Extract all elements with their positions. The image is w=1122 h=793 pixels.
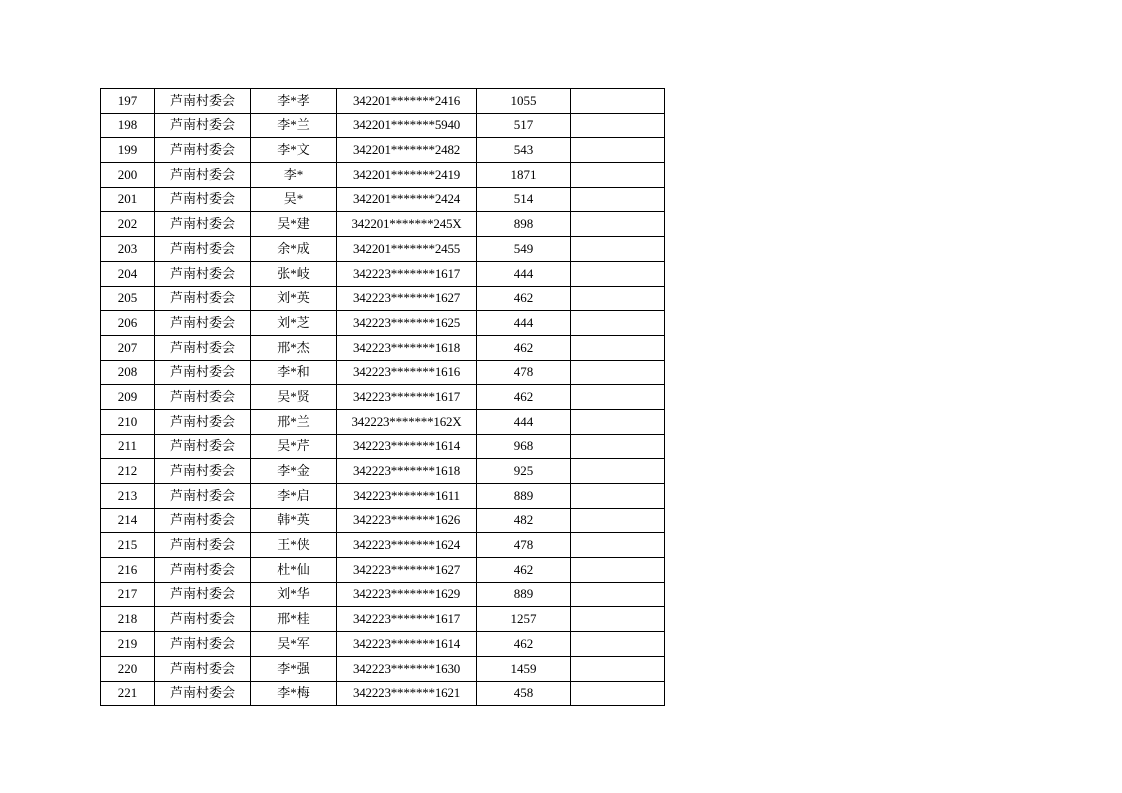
cell-amount: 1459 — [477, 656, 571, 681]
cell-amount: 889 — [477, 582, 571, 607]
table-row — [101, 558, 665, 583]
cell-name: 刘*芝 — [251, 311, 337, 336]
cell-blank — [571, 261, 665, 286]
table-row — [101, 187, 665, 212]
cell-blank — [571, 163, 665, 188]
cell-amount: 968 — [477, 434, 571, 459]
table-row — [101, 632, 665, 657]
cell-organization: 芦南村委会 — [155, 89, 251, 114]
cell-blank — [571, 632, 665, 657]
cell-amount: 1257 — [477, 607, 571, 632]
cell-amount: 898 — [477, 212, 571, 237]
table-row — [101, 89, 665, 114]
table-row — [101, 286, 665, 311]
cell-amount: 462 — [477, 335, 571, 360]
cell-organization: 芦南村委会 — [155, 385, 251, 410]
cell-index: 199 — [101, 138, 155, 163]
cell-organization: 芦南村委会 — [155, 434, 251, 459]
table-row — [101, 385, 665, 410]
cell-index: 200 — [101, 163, 155, 188]
cell-amount: 1055 — [477, 89, 571, 114]
cell-index: 210 — [101, 409, 155, 434]
cell-name: 韩*英 — [251, 508, 337, 533]
cell-blank — [571, 311, 665, 336]
cell-amount: 462 — [477, 286, 571, 311]
cell-id-number: 342223*******1616 — [337, 360, 477, 385]
cell-organization: 芦南村委会 — [155, 311, 251, 336]
cell-index: 212 — [101, 459, 155, 484]
table-container — [100, 88, 665, 706]
cell-organization: 芦南村委会 — [155, 163, 251, 188]
cell-index: 219 — [101, 632, 155, 657]
cell-name: 李*金 — [251, 459, 337, 484]
cell-amount: 549 — [477, 237, 571, 262]
cell-name: 刘*英 — [251, 286, 337, 311]
cell-id-number: 342223*******1617 — [337, 261, 477, 286]
table-row — [101, 434, 665, 459]
cell-name: 张*岐 — [251, 261, 337, 286]
cell-organization: 芦南村委会 — [155, 607, 251, 632]
cell-id-number: 342201*******2482 — [337, 138, 477, 163]
cell-index: 207 — [101, 335, 155, 360]
cell-organization: 芦南村委会 — [155, 237, 251, 262]
cell-id-number: 342201*******2419 — [337, 163, 477, 188]
table-row — [101, 360, 665, 385]
cell-id-number: 342223*******1624 — [337, 533, 477, 558]
cell-amount: 444 — [477, 311, 571, 336]
table-row — [101, 681, 665, 706]
cell-index: 215 — [101, 533, 155, 558]
cell-index: 201 — [101, 187, 155, 212]
cell-organization: 芦南村委会 — [155, 138, 251, 163]
cell-organization: 芦南村委会 — [155, 508, 251, 533]
cell-organization: 芦南村委会 — [155, 360, 251, 385]
table-row — [101, 163, 665, 188]
cell-organization: 芦南村委会 — [155, 409, 251, 434]
cell-index: 211 — [101, 434, 155, 459]
cell-organization: 芦南村委会 — [155, 335, 251, 360]
cell-blank — [571, 607, 665, 632]
table-row — [101, 261, 665, 286]
cell-index: 217 — [101, 582, 155, 607]
cell-id-number: 342223*******162X — [337, 409, 477, 434]
cell-organization: 芦南村委会 — [155, 632, 251, 657]
cell-index: 209 — [101, 385, 155, 410]
cell-name: 刘*华 — [251, 582, 337, 607]
cell-blank — [571, 385, 665, 410]
cell-index: 197 — [101, 89, 155, 114]
cell-amount: 514 — [477, 187, 571, 212]
cell-id-number: 342201*******245X — [337, 212, 477, 237]
cell-organization: 芦南村委会 — [155, 113, 251, 138]
cell-organization: 芦南村委会 — [155, 558, 251, 583]
cell-amount: 478 — [477, 533, 571, 558]
table-row — [101, 607, 665, 632]
cell-name: 李*启 — [251, 484, 337, 509]
cell-organization: 芦南村委会 — [155, 681, 251, 706]
cell-amount: 462 — [477, 632, 571, 657]
cell-amount: 482 — [477, 508, 571, 533]
cell-amount: 462 — [477, 558, 571, 583]
cell-blank — [571, 484, 665, 509]
cell-amount: 517 — [477, 113, 571, 138]
cell-blank — [571, 237, 665, 262]
cell-name: 王*侠 — [251, 533, 337, 558]
cell-blank — [571, 335, 665, 360]
cell-amount: 925 — [477, 459, 571, 484]
cell-organization: 芦南村委会 — [155, 656, 251, 681]
cell-id-number: 342223*******1629 — [337, 582, 477, 607]
cell-amount: 478 — [477, 360, 571, 385]
cell-name: 吴* — [251, 187, 337, 212]
cell-index: 221 — [101, 681, 155, 706]
cell-blank — [571, 113, 665, 138]
table-row — [101, 484, 665, 509]
cell-id-number: 342223*******1618 — [337, 335, 477, 360]
cell-name: 吴*军 — [251, 632, 337, 657]
cell-id-number: 342201*******2416 — [337, 89, 477, 114]
cell-name: 李*兰 — [251, 113, 337, 138]
cell-name: 余*成 — [251, 237, 337, 262]
cell-amount: 889 — [477, 484, 571, 509]
cell-index: 205 — [101, 286, 155, 311]
cell-id-number: 342223*******1611 — [337, 484, 477, 509]
table-body — [101, 89, 665, 706]
table-row — [101, 508, 665, 533]
cell-name: 李*文 — [251, 138, 337, 163]
cell-index: 214 — [101, 508, 155, 533]
cell-index: 218 — [101, 607, 155, 632]
table-row — [101, 237, 665, 262]
cell-blank — [571, 533, 665, 558]
cell-organization: 芦南村委会 — [155, 286, 251, 311]
cell-id-number: 342223*******1630 — [337, 656, 477, 681]
cell-blank — [571, 459, 665, 484]
cell-organization: 芦南村委会 — [155, 187, 251, 212]
cell-index: 216 — [101, 558, 155, 583]
cell-name: 邢*杰 — [251, 335, 337, 360]
table-row — [101, 582, 665, 607]
cell-blank — [571, 187, 665, 212]
cell-id-number: 342223*******1627 — [337, 286, 477, 311]
cell-id-number: 342223*******1618 — [337, 459, 477, 484]
table-row — [101, 335, 665, 360]
cell-id-number: 342223*******1617 — [337, 607, 477, 632]
cell-blank — [571, 558, 665, 583]
cell-amount: 444 — [477, 409, 571, 434]
cell-name: 邢*桂 — [251, 607, 337, 632]
cell-blank — [571, 434, 665, 459]
cell-blank — [571, 656, 665, 681]
cell-blank — [571, 681, 665, 706]
cell-organization: 芦南村委会 — [155, 261, 251, 286]
table-row — [101, 459, 665, 484]
cell-id-number: 342223*******1614 — [337, 632, 477, 657]
cell-index: 198 — [101, 113, 155, 138]
cell-name: 李*孝 — [251, 89, 337, 114]
table-row — [101, 409, 665, 434]
cell-id-number: 342223*******1614 — [337, 434, 477, 459]
cell-id-number: 342201*******2455 — [337, 237, 477, 262]
cell-amount: 444 — [477, 261, 571, 286]
cell-blank — [571, 409, 665, 434]
cell-name: 吴*贤 — [251, 385, 337, 410]
beneficiary-table — [100, 88, 665, 706]
table-row — [101, 113, 665, 138]
cell-name: 吴*芹 — [251, 434, 337, 459]
cell-name: 李*梅 — [251, 681, 337, 706]
cell-organization: 芦南村委会 — [155, 212, 251, 237]
table-row — [101, 212, 665, 237]
cell-organization: 芦南村委会 — [155, 484, 251, 509]
cell-blank — [571, 89, 665, 114]
cell-blank — [571, 138, 665, 163]
cell-index: 202 — [101, 212, 155, 237]
table-row — [101, 533, 665, 558]
cell-id-number: 342201*******2424 — [337, 187, 477, 212]
cell-amount: 462 — [477, 385, 571, 410]
cell-index: 213 — [101, 484, 155, 509]
cell-id-number: 342223*******1626 — [337, 508, 477, 533]
cell-name: 李* — [251, 163, 337, 188]
cell-id-number: 342223*******1617 — [337, 385, 477, 410]
cell-index: 206 — [101, 311, 155, 336]
cell-amount: 458 — [477, 681, 571, 706]
cell-index: 208 — [101, 360, 155, 385]
cell-organization: 芦南村委会 — [155, 582, 251, 607]
cell-amount: 1871 — [477, 163, 571, 188]
cell-blank — [571, 360, 665, 385]
cell-id-number: 342223*******1621 — [337, 681, 477, 706]
cell-name: 吴*建 — [251, 212, 337, 237]
table-row — [101, 311, 665, 336]
cell-id-number: 342201*******5940 — [337, 113, 477, 138]
cell-blank — [571, 508, 665, 533]
cell-blank — [571, 582, 665, 607]
cell-name: 李*强 — [251, 656, 337, 681]
cell-index: 220 — [101, 656, 155, 681]
cell-organization: 芦南村委会 — [155, 459, 251, 484]
cell-index: 204 — [101, 261, 155, 286]
table-row — [101, 138, 665, 163]
cell-name: 李*和 — [251, 360, 337, 385]
cell-organization: 芦南村委会 — [155, 533, 251, 558]
cell-index: 203 — [101, 237, 155, 262]
cell-blank — [571, 212, 665, 237]
cell-id-number: 342223*******1625 — [337, 311, 477, 336]
cell-name: 杜*仙 — [251, 558, 337, 583]
cell-id-number: 342223*******1627 — [337, 558, 477, 583]
cell-blank — [571, 286, 665, 311]
cell-name: 邢*兰 — [251, 409, 337, 434]
cell-amount: 543 — [477, 138, 571, 163]
table-row — [101, 656, 665, 681]
